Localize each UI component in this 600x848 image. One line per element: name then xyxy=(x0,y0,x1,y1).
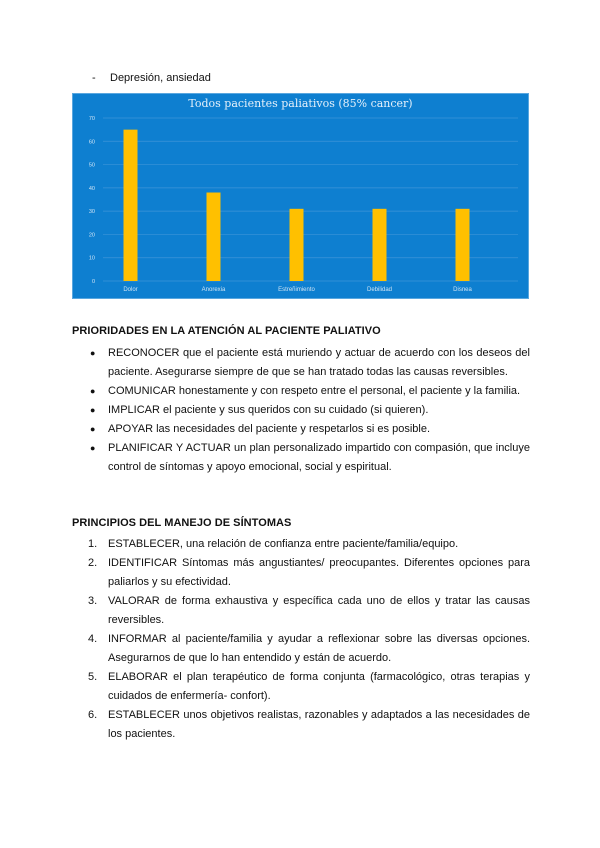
list-item xyxy=(90,439,530,477)
y-tick-label: 10 xyxy=(88,255,95,262)
bar xyxy=(124,130,138,281)
item-number: 3. xyxy=(88,595,98,607)
bullet-marker: ● xyxy=(90,348,96,358)
list-item xyxy=(90,401,530,420)
bar xyxy=(456,209,470,281)
bar xyxy=(290,209,304,281)
bar-chart-svg xyxy=(73,94,528,298)
principios-list xyxy=(90,535,530,744)
item-number: 2. xyxy=(88,557,98,569)
list-item-text: RECONOCER que el paciente está muriendo y actuar de acuerdo con los deseos del paciente. Asegurarse siempre de que se han tratado todas las causas reversibles. xyxy=(108,347,530,378)
x-tick-label: Estreñimiento xyxy=(278,287,315,293)
numbered-item-text: IDENTIFICAR Síntomas más angustiantes/ preocupantes. Diferentes opciones para paliarlos y su efectividad. xyxy=(108,557,530,588)
list-item xyxy=(90,420,530,439)
numbered-item xyxy=(90,535,530,554)
list-item-text: PLANIFICAR Y ACTUAR un plan personalizado impartido con compasión, que incluye control de síntomas y apoyo emocional, social y espiritual. xyxy=(108,442,530,473)
y-tick-label: 40 xyxy=(88,185,95,192)
y-tick-label: 30 xyxy=(88,209,95,216)
section-title-prioridades: PRIORIDADES EN LA ATENCIÓN AL PACIENTE PALIATIVO xyxy=(72,325,381,337)
item-number: 6. xyxy=(88,709,98,721)
numbered-item xyxy=(90,706,530,744)
bar-chart xyxy=(72,93,529,299)
numbered-item-text: INFORMAR al paciente/familia y ayudar a reflexionar sobre las diversas opciones. Asegurarnos de que lo han entendido y están de acuerdo. xyxy=(108,633,530,664)
y-tick-label: 70 xyxy=(88,116,95,122)
prioridades-list xyxy=(90,344,530,477)
numbered-item-text: VALORAR de forma exhaustiva y específica cada uno de ellos y tratar las causas reversibles. xyxy=(108,595,530,626)
item-number: 5. xyxy=(88,671,98,683)
list-item-text: IMPLICAR el paciente y sus queridos con su cuidado (si quieren). xyxy=(108,404,429,416)
section-title-principios: PRINCIPIOS DEL MANEJO DE SÍNTOMAS xyxy=(72,517,292,529)
list-item xyxy=(90,344,530,382)
numbered-item xyxy=(90,592,530,630)
y-tick-label: 20 xyxy=(88,232,95,239)
numbered-item-text: ESTABLECER unos objetivos realistas, razonables y adaptados a las necesidades de los pacientes. xyxy=(108,709,530,740)
numbered-item-text: ESTABLECER, una relación de confianza entre paciente/familia/equipo. xyxy=(108,538,459,550)
numbered-item xyxy=(90,630,530,668)
bullet-marker: ● xyxy=(90,386,96,396)
x-tick-label: Anorexia xyxy=(201,287,226,293)
x-tick-label: Disnea xyxy=(453,287,472,293)
y-tick-label: 50 xyxy=(88,162,95,169)
numbered-item xyxy=(90,554,530,592)
numbered-item xyxy=(90,668,530,706)
list-item-text: COMUNICAR honestamente y con respeto entre el personal, el paciente y la familia. xyxy=(108,385,521,397)
list-item xyxy=(90,382,530,401)
x-tick-label: Debilidad xyxy=(366,287,393,293)
y-tick-label: 60 xyxy=(88,139,95,146)
bullet-marker: ● xyxy=(90,405,96,415)
chart-title: Todos pacientes paliativos (85% cancer) xyxy=(188,97,413,110)
bar xyxy=(373,209,387,281)
bar xyxy=(207,193,221,281)
bullet-marker: ● xyxy=(90,424,96,434)
numbered-item-text: ELABORAR el plan terapéutico de forma conjunta (farmacológico, otras terapias y cuidados de enfermería- confort). xyxy=(108,671,530,702)
bullet-marker: ● xyxy=(90,443,96,453)
item-number: 4. xyxy=(88,633,98,645)
list-item-text: APOYAR las necesidades del paciente y respetarlos si es posible. xyxy=(108,423,431,435)
intro-item-text: Depresión, ansiedad xyxy=(110,72,211,84)
dash-marker: - xyxy=(92,72,96,84)
y-tick-label: 0 xyxy=(91,279,95,285)
x-tick-label: Dolor xyxy=(123,287,138,293)
intro-list-item xyxy=(92,72,211,84)
item-number: 1. xyxy=(88,538,98,550)
